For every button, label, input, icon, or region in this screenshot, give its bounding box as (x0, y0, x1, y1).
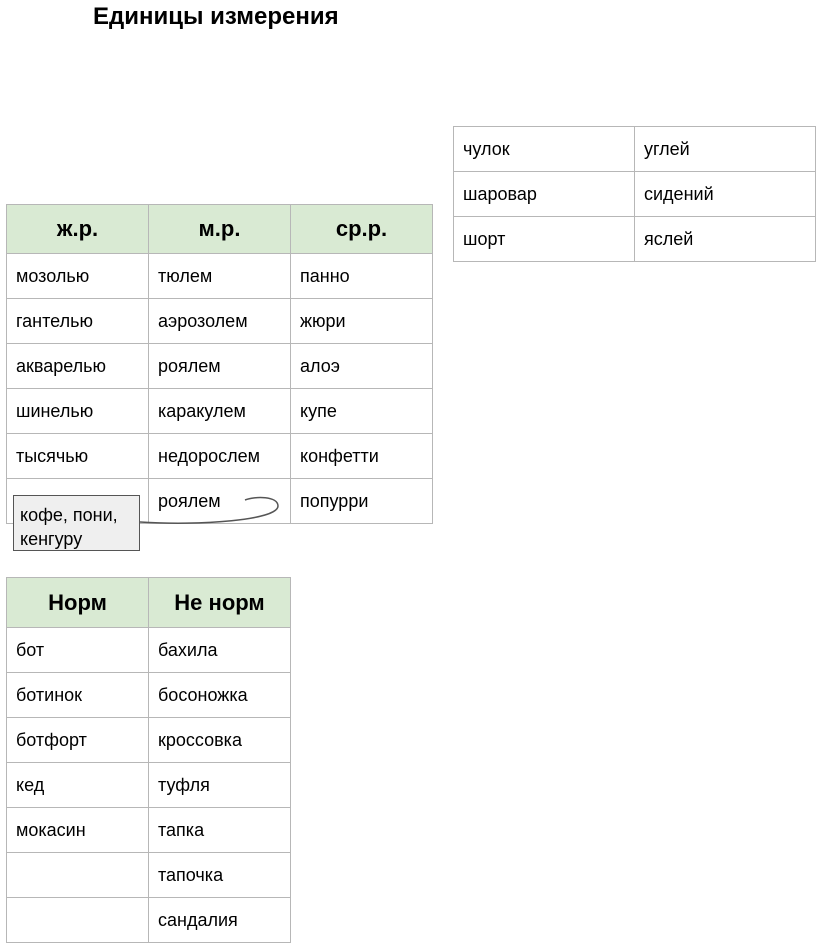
table-cell: тысячью (7, 434, 149, 479)
table-cell: туфля (149, 763, 291, 808)
table-cell: яслей (635, 217, 816, 262)
table-cell: бахила (149, 628, 291, 673)
plural-genitive-table (453, 126, 816, 262)
table-cell: роялем (149, 479, 291, 524)
table-cell: тапочка (149, 853, 291, 898)
table-cell: шаровар (454, 172, 635, 217)
header-norm: Норм (7, 578, 149, 628)
table-row (7, 389, 433, 434)
table-cell: аэрозолем (149, 299, 291, 344)
table-cell: ботфорт (7, 718, 149, 763)
table-cell: недорослем (149, 434, 291, 479)
table-cell: каракулем (149, 389, 291, 434)
table-row (7, 853, 291, 898)
table-cell: купе (291, 389, 433, 434)
page-title: Единицы измерения (93, 3, 339, 30)
table-cell: мозолью (7, 254, 149, 299)
table-cell: конфетти (291, 434, 433, 479)
table-cell: алоэ (291, 344, 433, 389)
table-row (7, 344, 433, 389)
table-row (7, 254, 433, 299)
table-cell: шорт (454, 217, 635, 262)
table-cell: роялем (149, 344, 291, 389)
table-cell: босоножка (149, 673, 291, 718)
table-row (7, 763, 291, 808)
header-masculine: м.р. (149, 205, 291, 254)
table-row (7, 898, 291, 943)
header-feminine: ж.р. (7, 205, 149, 254)
table-row (454, 127, 816, 172)
table-row (7, 434, 433, 479)
genders-table (6, 204, 433, 524)
note-connector-line (140, 490, 290, 530)
table-cell: тюлем (149, 254, 291, 299)
table-header-row (7, 205, 433, 254)
table-cell (7, 853, 149, 898)
table-cell (7, 898, 149, 943)
table-row (454, 217, 816, 262)
table-cell: кроссовка (149, 718, 291, 763)
table-cell: панно (291, 254, 433, 299)
table-cell: акварелью (7, 344, 149, 389)
note-callout: кофе, пони, кенгуру (13, 495, 140, 551)
table-cell: сандалия (149, 898, 291, 943)
table-row (7, 718, 291, 763)
header-not-norm: Не норм (149, 578, 291, 628)
table-row (7, 299, 433, 344)
table-cell: бот (7, 628, 149, 673)
table-cell: ботинок (7, 673, 149, 718)
table-cell: мокасин (7, 808, 149, 853)
table-cell: чулок (454, 127, 635, 172)
table-cell: шинелью (7, 389, 149, 434)
table-cell: кед (7, 763, 149, 808)
table-row (7, 628, 291, 673)
table-row (454, 172, 816, 217)
table-cell: попурри (291, 479, 433, 524)
table-row (7, 673, 291, 718)
table-cell: сидений (635, 172, 816, 217)
table-cell: жюри (291, 299, 433, 344)
table-cell: углей (635, 127, 816, 172)
norm-table (6, 577, 291, 943)
table-cell: гантелью (7, 299, 149, 344)
header-neuter: ср.р. (291, 205, 433, 254)
table-row (7, 808, 291, 853)
table-header-row (7, 578, 291, 628)
table-cell: тапка (149, 808, 291, 853)
